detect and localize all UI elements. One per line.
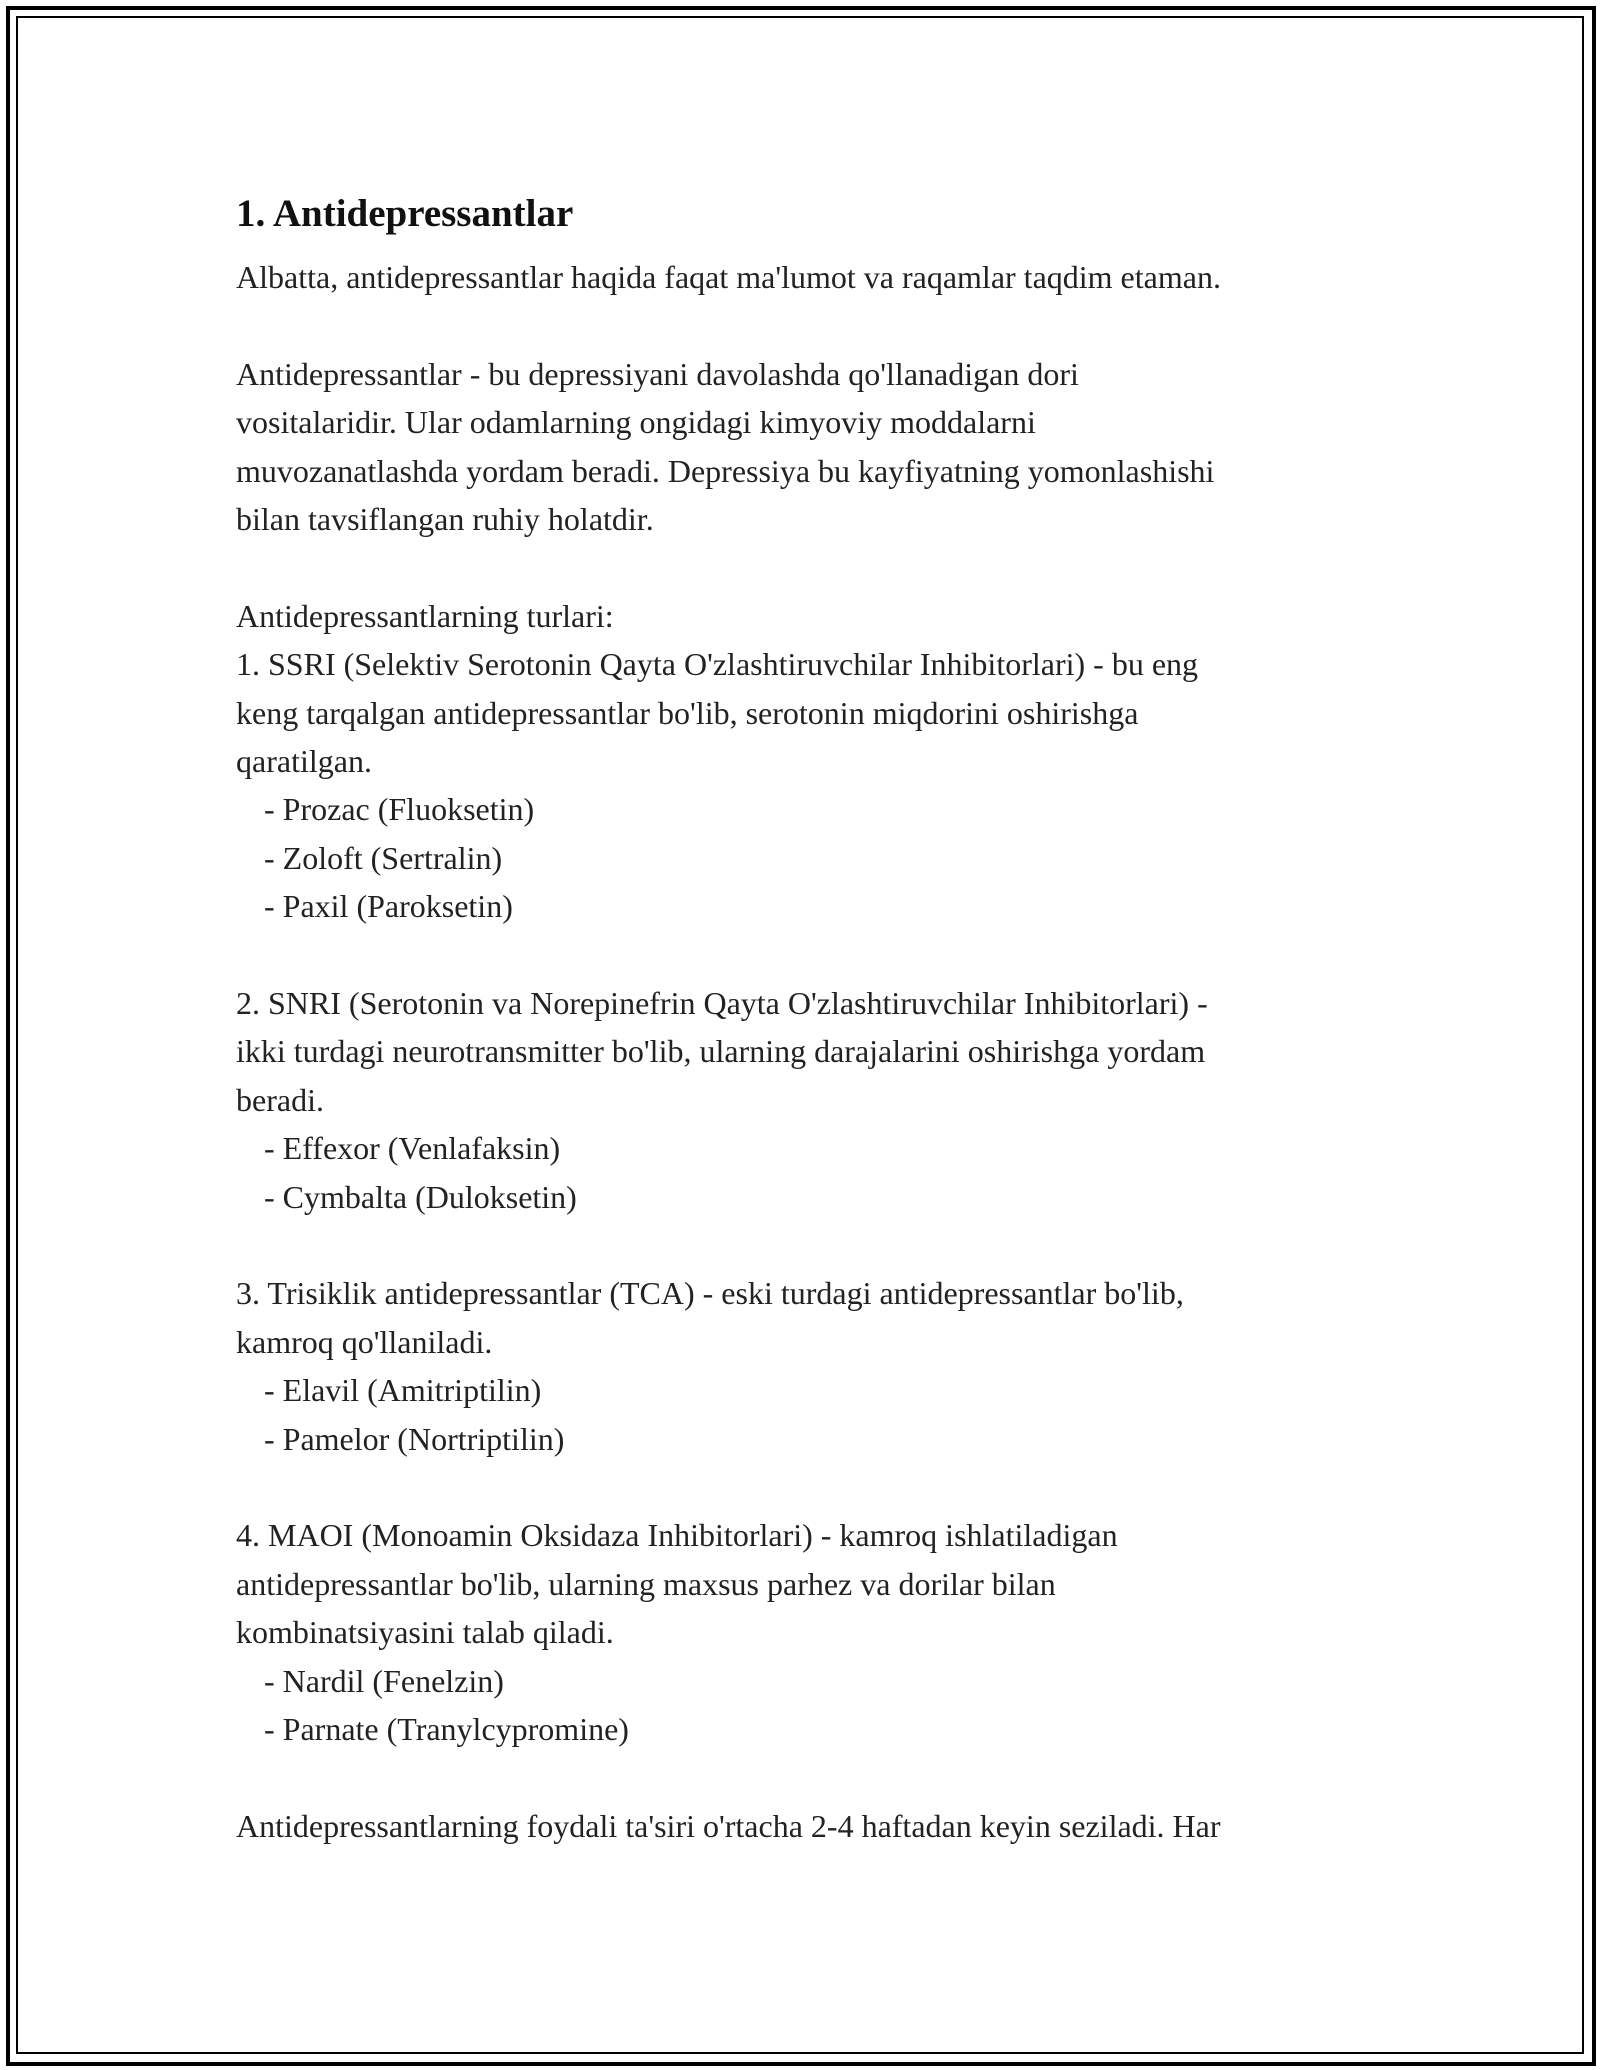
tca-section — [236, 1269, 1396, 1463]
definition-line: Antidepressantlar - bu depressiyani davolashda qo'llanadigan dori — [236, 355, 1079, 392]
tca-drug-item: - Pamelor (Nortriptilin) — [264, 1420, 565, 1457]
snri-drug-item: - Cymbalta (Duloksetin) — [264, 1178, 577, 1215]
snri-line: 2. SNRI (Serotonin va Norepinefrin Qayta O'zlashtiruvchilar Inhibitorlari) - — [236, 985, 1208, 1022]
maoi-section — [236, 1511, 1396, 1753]
maoi-drug-item: - Nardil (Fenelzin) — [264, 1662, 504, 1699]
ssri-line: qaratilgan. — [236, 743, 372, 780]
maoi-line: antidepressantlar bo'lib, ularning maxsus parhez va dorilar bilan — [236, 1565, 1056, 1602]
ssri-line: keng tarqalgan antidepressantlar bo'lib, serotonin miqdorini oshirishga — [236, 694, 1139, 731]
tca-drug-item: - Elavil (Amitriptilin) — [264, 1372, 542, 1409]
closing-paragraph — [236, 1802, 1396, 1850]
definition-line: vositalaridir. Ular odamlarning ongidagi kimyoviy moddalarni — [236, 404, 1036, 441]
document-body — [236, 185, 1396, 1899]
ssri-section — [236, 592, 1396, 931]
maoi-line: kombinatsiyasini talab qiladi. — [236, 1614, 614, 1651]
definition-line: bilan tavsiflangan ruhiy holatdir. — [236, 501, 654, 538]
snri-line: beradi. — [236, 1081, 324, 1118]
intro-paragraph — [236, 253, 1396, 301]
snri-line: ikki turdagi neurotransmitter bo'lib, ularning darajalarini oshirishga yordam — [236, 1033, 1206, 1070]
maoi-drug-item: - Parnate (Tranylcypromine) — [264, 1711, 629, 1748]
ssri-drug-item: - Prozac (Fluoksetin) — [264, 791, 535, 828]
snri-drug-item: - Effexor (Venlafaksin) — [264, 1130, 561, 1167]
types-heading: Antidepressantlarning turlari: — [236, 597, 614, 634]
closing-line: Antidepressantlarning foydali ta'siri o'rtacha 2-4 haftadan keyin seziladi. Har — [236, 1807, 1221, 1844]
definition-line: muvozanatlashda yordam beradi. Depressiya bu kayfiyatning yomonlashishi — [236, 452, 1215, 489]
ssri-drug-item: - Paxil (Paroksetin) — [264, 888, 513, 925]
ssri-line: 1. SSRI (Selektiv Serotonin Qayta O'zlashtiruvchilar Inhibitorlari) - bu eng — [236, 646, 1199, 683]
tca-line: kamroq qo'llaniladi. — [236, 1323, 493, 1360]
intro-line: Albatta, antidepressantlar haqida faqat ma'lumot va raqamlar taqdim etaman. — [236, 259, 1221, 295]
definition-paragraph — [236, 350, 1396, 544]
tca-line: 3. Trisiklik antidepressantlar (TCA) - eski turdagi antidepressantlar bo'lib, — [236, 1275, 1184, 1312]
maoi-line: 4. MAOI (Monoamin Oksidaza Inhibitorlari) - kamroq ishlatiladigan — [236, 1517, 1118, 1554]
document-heading: 1. Antidepressantlar — [236, 192, 574, 235]
snri-section — [236, 979, 1396, 1221]
ssri-drug-item: - Zoloft (Sertralin) — [264, 839, 503, 876]
